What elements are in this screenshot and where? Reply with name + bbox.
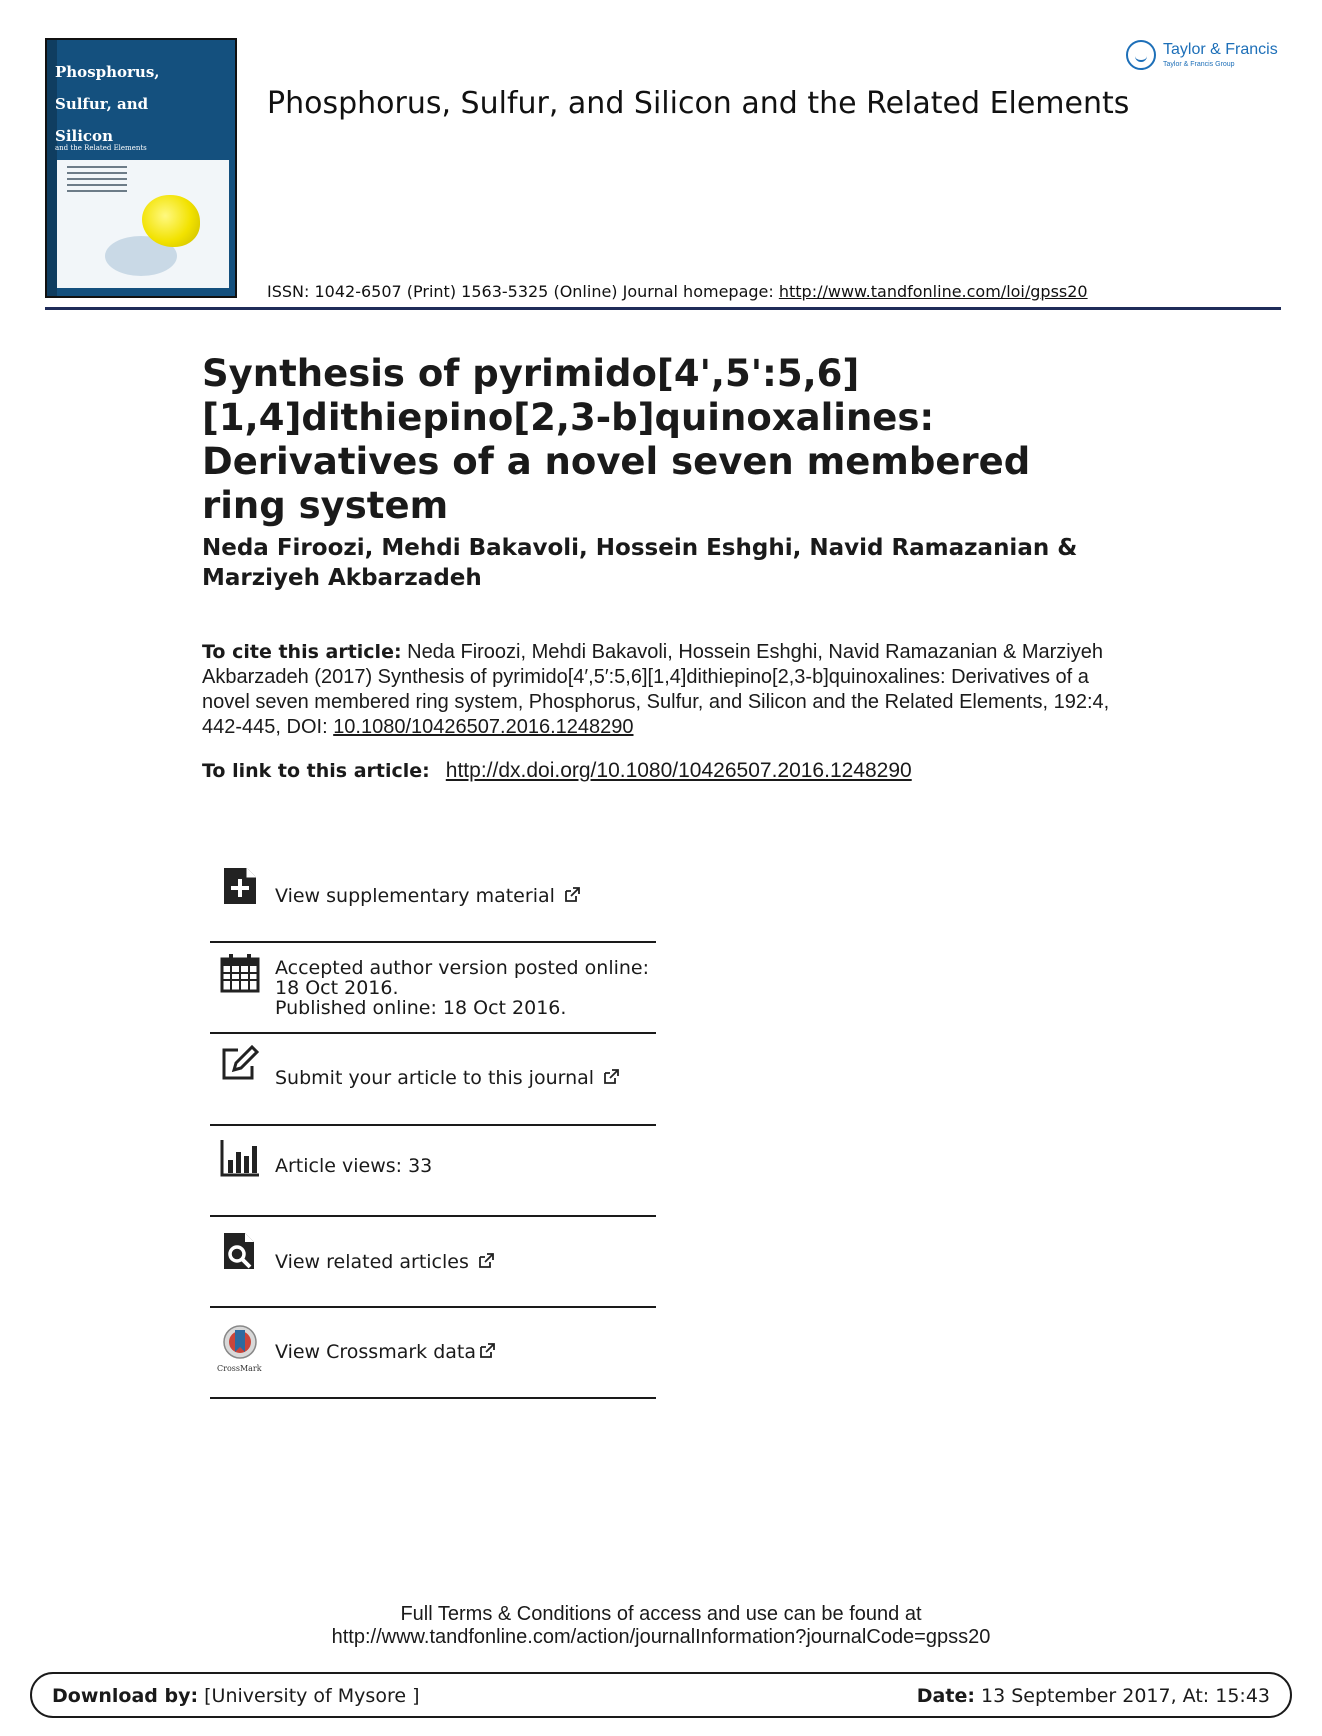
- article-info-list: [210, 855, 656, 1399]
- issn-line: [267, 282, 1088, 301]
- article-views: Article views: 33: [275, 1155, 433, 1177]
- journal-homepage-link[interactable]: http://www.tandfonline.com/loi/gpss20: [778, 282, 1088, 301]
- article-authors: Neda Firoozi, Mehdi Bakavoli, Hossein Eshghi, Navid Ramazanian & Marziyeh Akbarzadeh: [202, 535, 1078, 591]
- download-label: Download by:: [52, 1685, 199, 1707]
- supplementary-item[interactable]: [210, 855, 656, 943]
- crossmark-icon: [220, 1324, 260, 1364]
- search-document-icon: [220, 1231, 260, 1271]
- external-link-icon: [563, 886, 581, 904]
- submit-article-label: Submit your article to this journal: [275, 1068, 655, 1088]
- download-info-bar: [30, 1672, 1292, 1718]
- link-label: To link to this article:: [202, 760, 430, 782]
- doi-link[interactable]: 10.1080/10426507.2016.1248290: [333, 716, 634, 738]
- cite-label: To cite this article:: [202, 641, 402, 663]
- citation-block: [202, 640, 1132, 740]
- taylor-francis-lamp-icon: [1126, 40, 1156, 70]
- cover-illustration: [57, 160, 229, 288]
- bar-chart-icon: [220, 1138, 260, 1178]
- accepted-date: Accepted author version posted online: 18 Oct 2016.: [275, 957, 650, 999]
- cover-title-block: [55, 48, 227, 160]
- issn-text: ISSN: 1042-6507 (Print) 1563-5325 (Online) Journal homepage:: [267, 282, 779, 301]
- external-link-icon: [602, 1068, 620, 1086]
- cover-title-line: Silicon: [55, 127, 113, 145]
- cover-title-line: Phosphorus,: [55, 63, 160, 81]
- header-divider: [45, 307, 1281, 310]
- journal-title: Phosphorus, Sulfur, and Silicon and the Related Elements: [267, 86, 1130, 121]
- related-articles-item[interactable]: [210, 1217, 656, 1308]
- cover-title-line: Sulfur, and: [55, 95, 149, 113]
- date-value: 13 September 2017, At: 15:43: [974, 1685, 1270, 1707]
- journal-cover-image: [45, 38, 237, 298]
- publisher-name: Taylor & Francis: [1163, 41, 1278, 58]
- article-link-line: [202, 759, 912, 783]
- download-by: [52, 1685, 419, 1707]
- cite-text: Neda Firoozi, Mehdi Bakavoli, Hossein Eshghi, Navid Ramazanian & Marziyeh Akbarzadeh (2017) Synthesis of pyrimido[4′,5′:5,6][1,4]dithiepino[2,3-b]quinoxalines: Derivatives of a novel seven membered ring system, Phosphorus, Sulfur, and Silicon and the Related Elements, 192:4, 442-445, DOI:: [202, 641, 1110, 738]
- related-articles-label: View related articles: [275, 1252, 655, 1272]
- date-label: Date:: [916, 1685, 975, 1707]
- taylor-francis-logo[interactable]: [1126, 38, 1286, 76]
- terms-text: Full Terms & Conditions of access and use can be found at: [400, 1603, 922, 1625]
- crossmark-label: View Crossmark data: [275, 1342, 655, 1362]
- download-date: [917, 1685, 1270, 1707]
- cover-text-lines: [67, 166, 127, 196]
- external-link-icon: [477, 1252, 495, 1270]
- download-value: [University of Mysore ]: [198, 1685, 420, 1707]
- edit-icon: [220, 1044, 260, 1084]
- publication-dates: [275, 958, 655, 1018]
- cover-subtitle: and the Related Elements: [55, 144, 147, 152]
- article-doi-url[interactable]: http://dx.doi.org/10.1080/10426507.2016.1248290: [445, 759, 912, 782]
- publisher-group: Taylor & Francis Group: [1163, 61, 1235, 68]
- submit-article-item[interactable]: [210, 1034, 656, 1126]
- add-file-icon: [220, 866, 260, 906]
- article-views-item: [210, 1126, 656, 1217]
- yellow-crystal: [142, 195, 200, 247]
- crossmark-caption: CrossMark: [217, 1364, 262, 1373]
- article-title: Synthesis of pyrimido[4',5':5,6][1,4]dithiepino[2,3-b]quinoxalines: Derivatives of a novel seven membered ring system: [202, 352, 1031, 527]
- terms-url[interactable]: http://www.tandfonline.com/action/journalInformation?journalCode=gpss20: [331, 1626, 991, 1648]
- external-link-icon: [478, 1342, 496, 1360]
- calendar-icon: [220, 953, 260, 993]
- publication-dates-item: [210, 943, 656, 1034]
- published-date: Published online: 18 Oct 2016.: [275, 997, 567, 1019]
- supplementary-label: View supplementary material: [275, 886, 655, 906]
- crossmark-item[interactable]: [210, 1308, 656, 1399]
